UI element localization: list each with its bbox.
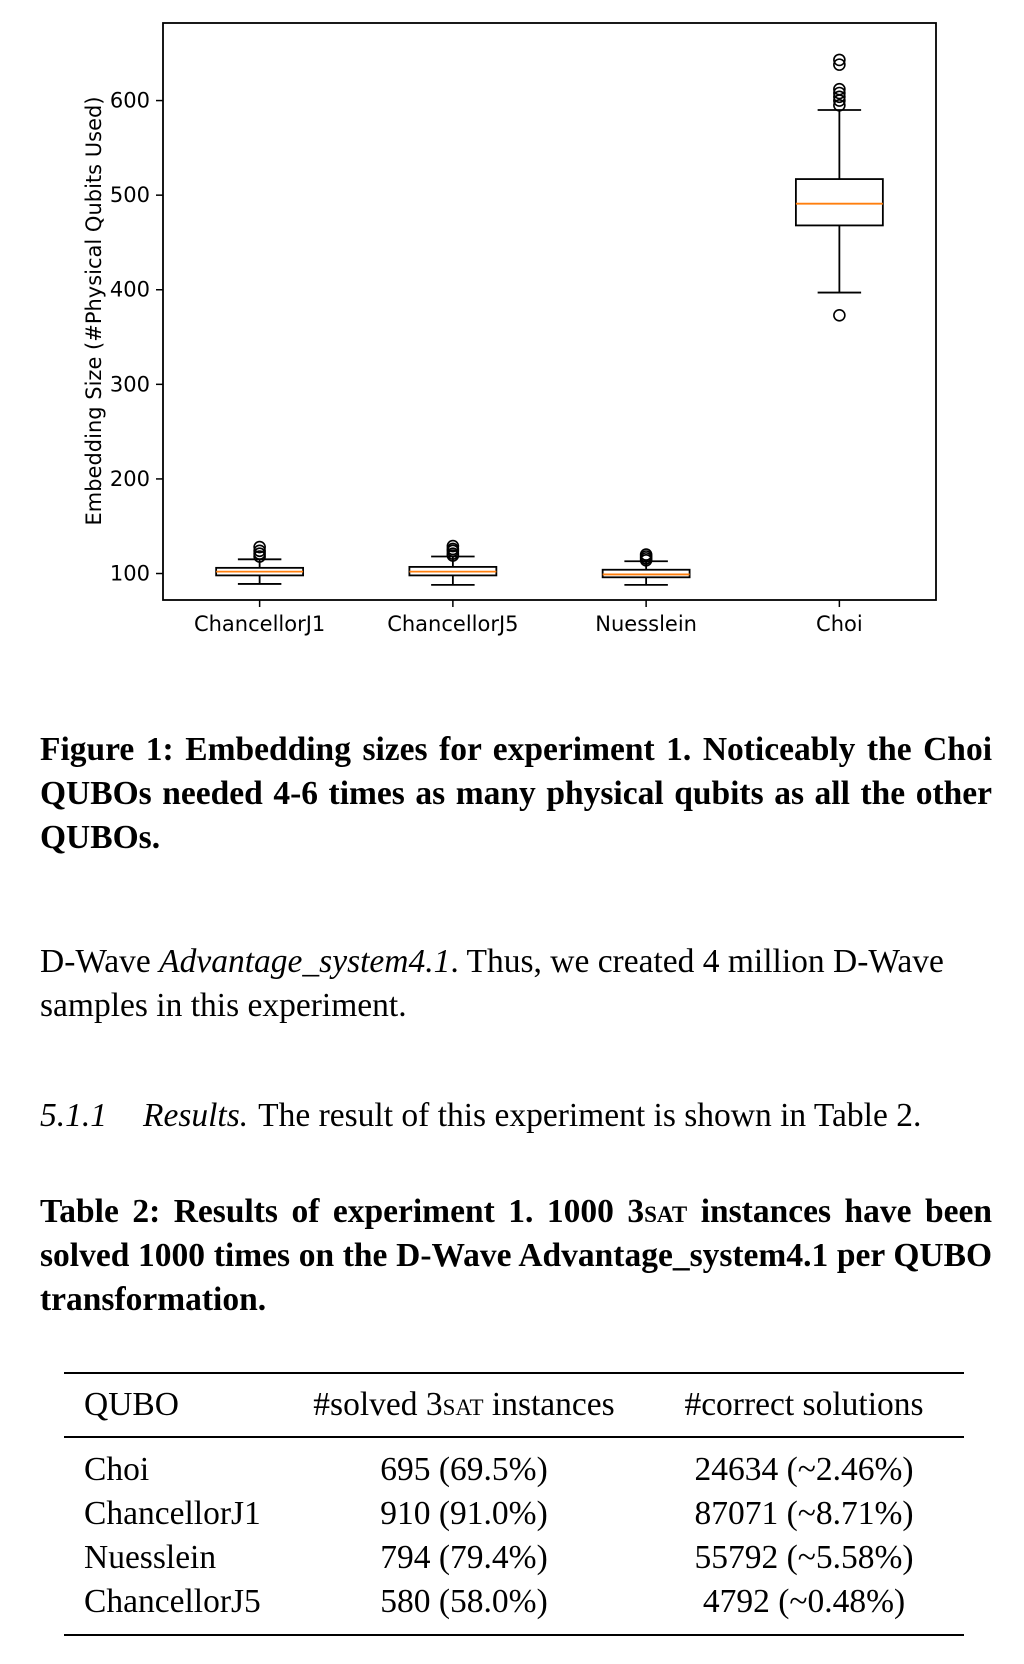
cell-qubo: Nuesslein — [84, 1539, 217, 1576]
header-correct: #correct solutions — [684, 1386, 924, 1423]
subsection-number: 5.1.1 — [40, 1097, 107, 1134]
table-row — [64, 1536, 964, 1580]
x-tick-label: ChancellorJ5 — [387, 612, 519, 636]
y-tick-label: 400 — [109, 277, 150, 302]
cell-solved: 794 (79.4%) — [380, 1539, 548, 1576]
paragraph-prefix: D-Wave — [40, 943, 160, 980]
table-row — [64, 1437, 964, 1492]
figure-caption: Figure 1: Embedding sizes for experiment 1. Noticeably the Choi QUBOs needed 4-6 times as many physical qubits as all the other QUBOs. — [40, 731, 992, 856]
box-nuesslein — [603, 549, 690, 585]
table-caption-smallcaps: sat — [644, 1193, 688, 1230]
header-qubo: QUBO — [84, 1386, 179, 1423]
box-iqr — [603, 570, 690, 578]
box-iqr — [796, 179, 883, 225]
header-solved-after: instances — [483, 1386, 615, 1423]
y-axis — [110, 89, 163, 586]
cell-correct: 87071 (~8.71%) — [694, 1495, 914, 1532]
y-tick-label: 300 — [109, 372, 150, 397]
figure-1 — [0, 0, 1024, 660]
table-header-row — [64, 1373, 964, 1437]
x-tick-label: Choi — [816, 612, 863, 636]
x-axis — [194, 600, 863, 636]
cell-qubo: Choi — [84, 1451, 150, 1488]
table-row — [64, 1580, 964, 1635]
subsection-title: Results. — [143, 1097, 249, 1134]
header-solved-sc: sat — [442, 1386, 484, 1423]
header-solved-before: #solved 3 — [313, 1386, 443, 1423]
boxplot-chart — [0, 0, 1024, 660]
cell-qubo: ChancellorJ5 — [84, 1583, 261, 1620]
cell-qubo: ChancellorJ1 — [84, 1495, 261, 1532]
cell-correct: 55792 (~5.58%) — [694, 1539, 914, 1576]
table-caption-after: instances have been solved 1000 times on the D-Wave Advantage_system4.1 per QUBO transformation. — [40, 1193, 992, 1318]
box-chancellorj5 — [409, 541, 496, 585]
body-paragraph — [40, 940, 992, 1028]
header-solved — [284, 1373, 644, 1437]
cell-correct: 4792 (~0.48%) — [702, 1583, 906, 1620]
y-tick-label: 500 — [109, 183, 150, 208]
y-tick-label: 600 — [109, 88, 150, 113]
box-choi — [796, 54, 883, 320]
x-tick-label: ChancellorJ1 — [193, 612, 326, 636]
results-table-wrapper — [64, 1372, 964, 1636]
y-axis-label: Embedding Size (#Physical Qubits Used) — [82, 96, 106, 526]
table-caption-before: Table 2: Results of experiment 1. 1000 3 — [40, 1193, 645, 1230]
cell-solved: 910 (91.0%) — [380, 1495, 548, 1532]
results-table — [64, 1372, 964, 1636]
y-tick-label: 100 — [109, 561, 150, 586]
x-tick-label: Nuesslein — [595, 612, 697, 636]
table-caption — [40, 1190, 992, 1322]
subsection-text: The result of this experiment is shown in Table 2. — [258, 1097, 922, 1134]
subsection-heading — [40, 1094, 992, 1138]
table-row — [64, 1492, 964, 1536]
cell-solved: 580 (58.0%) — [380, 1583, 548, 1620]
cell-solved: 695 (69.5%) — [380, 1451, 548, 1488]
outlier-point — [834, 310, 845, 321]
system-name: Advantage_system4.1 — [159, 943, 451, 980]
paragraph-suffix: . Thus, we created 4 million D-Wave samples in this experiment. — [40, 943, 944, 1024]
y-tick-label: 200 — [109, 466, 150, 491]
box-chancellorj1 — [216, 542, 303, 584]
cell-correct: 24634 (~2.46%) — [694, 1451, 914, 1488]
boxes — [216, 54, 883, 584]
